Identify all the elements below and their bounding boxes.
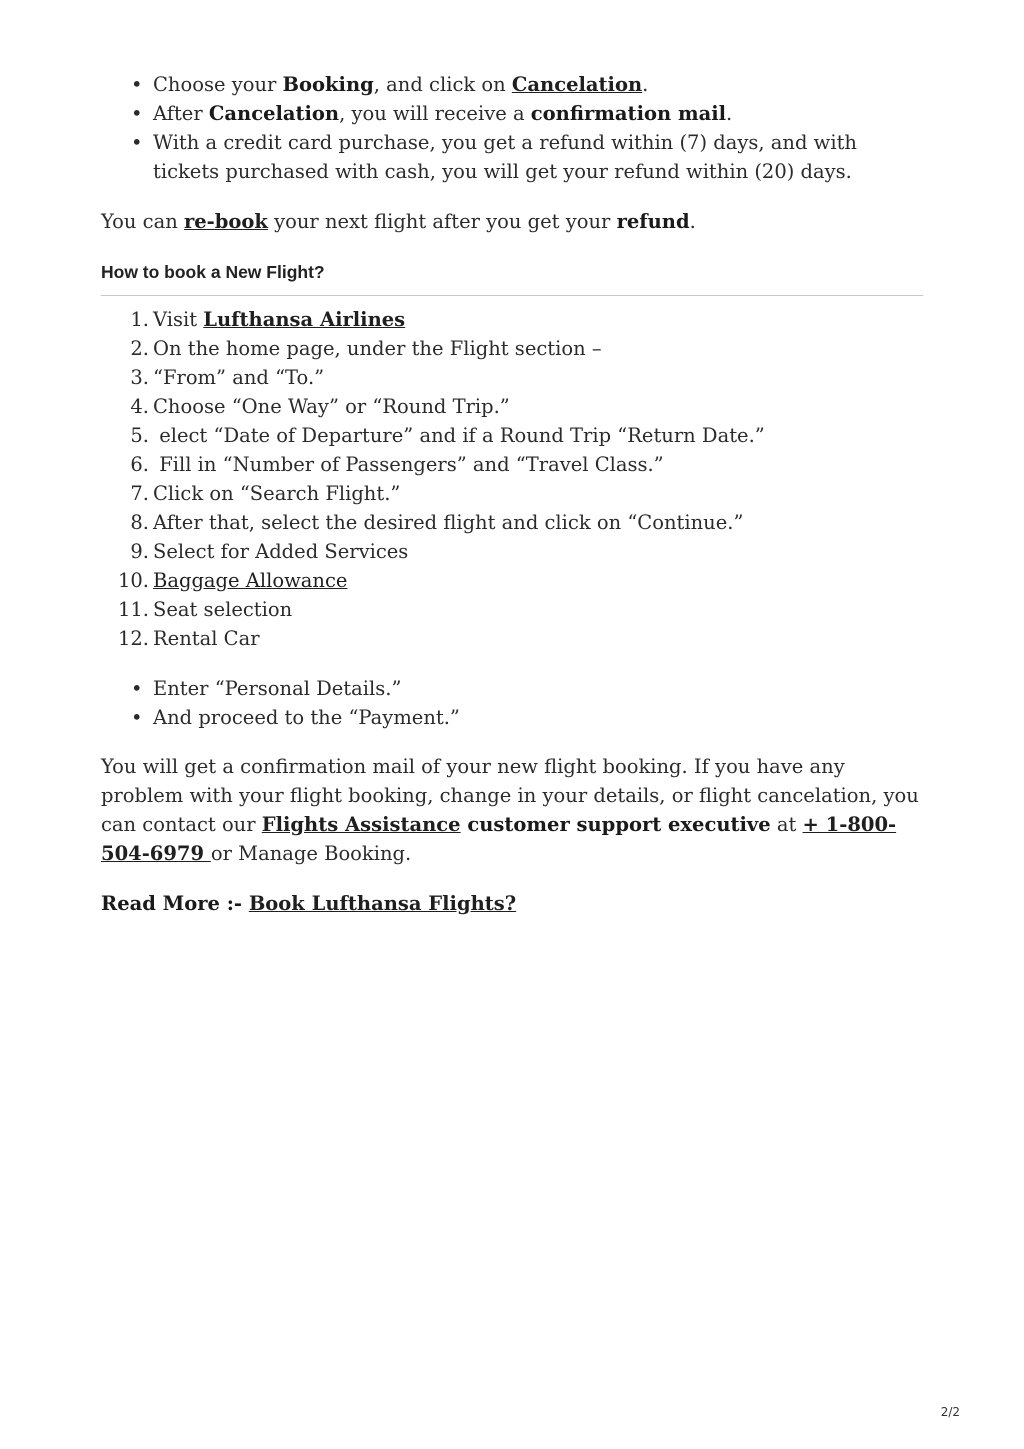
- contact-paragraph: You will get a confirmation mail of your new flight booking. If you have any problem with your flight booking, change in your details, or flight cancelation, you can contact our Flights Assistance customer support executive at + 1-800-504-6979 or Manage Booking.: [101, 755, 919, 865]
- booking-steps-list: [101, 305, 923, 653]
- list-item: 6. Fill in “Number of Passengers” and “Travel Class.”: [130, 453, 664, 476]
- flights-assistance-link[interactable]: Flights Assistance: [261, 813, 461, 836]
- document-page: [101, 70, 923, 918]
- section-heading: How to book a New Flight?: [101, 258, 923, 296]
- lufthansa-airlines-link[interactable]: Lufthansa Airlines: [203, 308, 406, 331]
- baggage-allowance-link[interactable]: Baggage Allowance: [153, 569, 348, 592]
- list-item: 8. After that, select the desired flight and click on “Continue.”: [130, 511, 744, 534]
- list-item: 12. Rental Car: [117, 627, 260, 650]
- cancelation-link[interactable]: Cancelation: [511, 73, 643, 96]
- list-item: • And proceed to the “Payment.”: [131, 703, 923, 732]
- list-item: • After Cancelation, you will receive a confirmation mail.: [131, 99, 923, 128]
- refund-steps-list: [131, 70, 923, 186]
- final-steps-list: [131, 674, 923, 732]
- list-item: 4. Choose “One Way” or “Round Trip.”: [130, 395, 510, 418]
- list-item: 3. “From” and “To.”: [130, 366, 325, 389]
- list-item: 7. Click on “Search Flight.”: [130, 482, 401, 505]
- list-item: 2. On the home page, under the Flight section –: [130, 337, 602, 360]
- list-item: 1. Visit Lufthansa Airlines: [130, 308, 406, 331]
- list-item: 5. elect “Date of Departure” and if a Round Trip “Return Date.”: [130, 424, 765, 447]
- list-item: 11. Seat selection: [117, 598, 293, 621]
- list-item: • With a credit card purchase, you get a refund within (7) days, and with tickets purchased with cash, you will get your refund within (20) days.: [131, 128, 923, 186]
- rebook-paragraph: You can re-book your next flight after you get your refund.: [101, 210, 696, 233]
- phone-number-link[interactable]: + 1-800-504-6979: [101, 813, 897, 865]
- list-item: 9. Select for Added Services: [130, 540, 409, 563]
- list-item: • Enter “Personal Details.”: [131, 674, 923, 703]
- page-number: 2/2: [940, 1405, 960, 1419]
- book-lufthansa-flights-link[interactable]: Book Lufthansa Flights?: [248, 892, 517, 915]
- list-item: • Choose your Booking, and click on Cancelation.: [131, 70, 923, 99]
- read-more: Read More :- Book Lufthansa Flights?: [101, 892, 517, 915]
- list-item: 10. Baggage Allowance: [117, 569, 348, 592]
- rebook-link[interactable]: re-book: [183, 210, 268, 233]
